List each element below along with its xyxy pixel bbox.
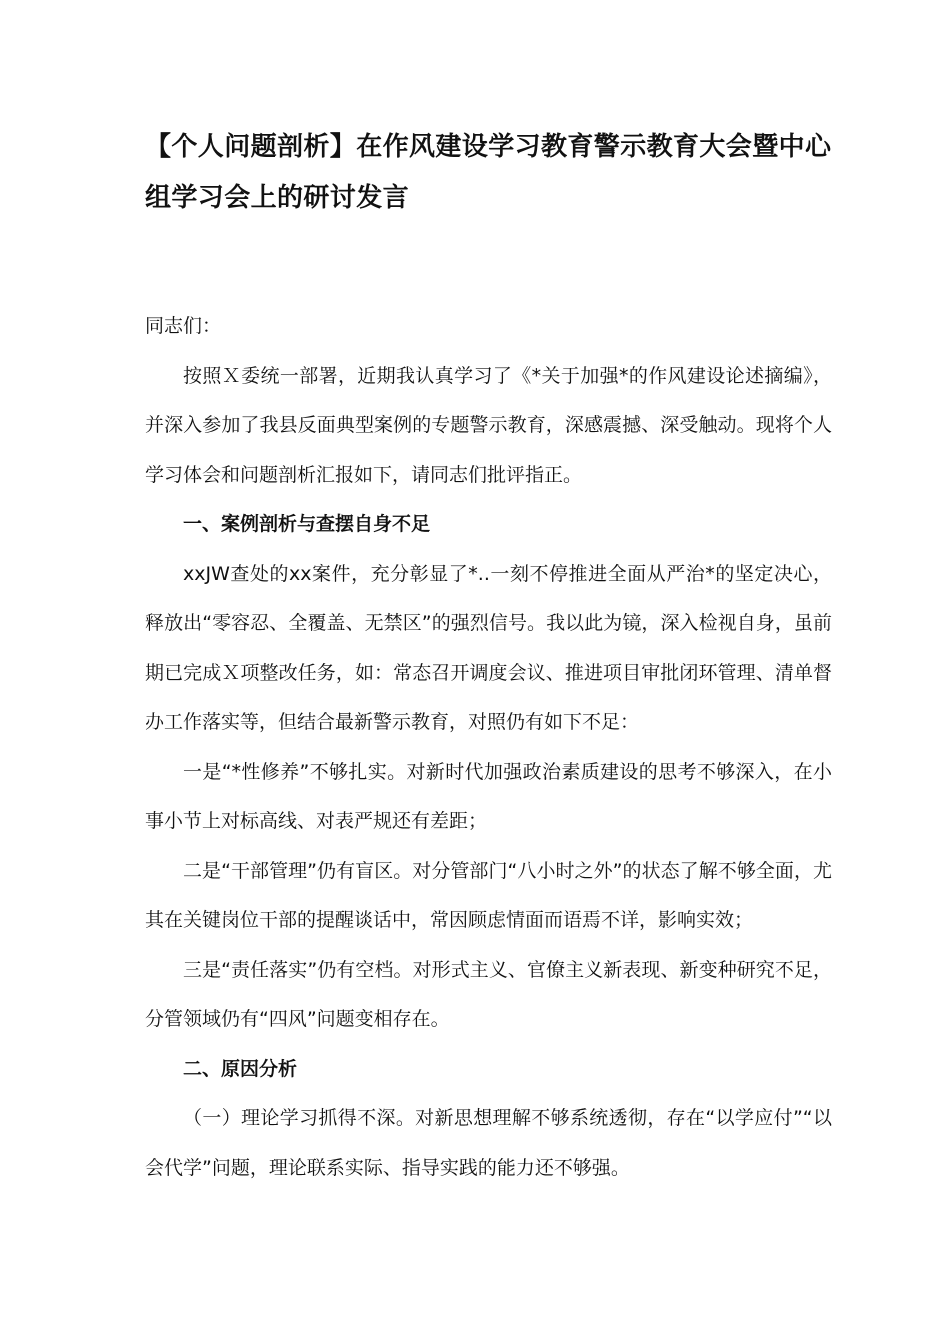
section1-paragraph-1: xxJW查处的xx案件，充分彰显了*..一刻不停推进全面从严治*的坚定决心，释放出“零容忍、全覆盖、无禁区”的强烈信号。我以此为镜，深入检视自身，虽前期已完成Ｘ项整改任务，如：常态召开调度会议、推进项目审批闭环管理、清单督办工作落实等，但结合最新警示教育，对照仍有如下不足： <box>145 562 832 733</box>
document-title: 【个人问题剖析】在作风建设学习教育警示教育大会暨中心组学习会上的研讨发言 <box>145 132 832 213</box>
section-heading-1: 一、案例剖析与查摆自身不足 <box>183 513 431 535</box>
section2-paragraph-1: （一）理论学习抓得不深。对新思想理解不够系统透彻，存在“以学应付”“以会代学”问题，理论联系实际、指导实践的能力还不够强。 <box>145 1107 832 1179</box>
salutation: 同志们： <box>145 315 222 337</box>
intro-paragraph: 按照Ｘ委统一部署，近期我认真学习了《*关于加强*的作风建设论述摘编》，并深入参加了我县反面典型案例的专题警示教育，深感震撼、深受触动。现将个人学习体会和问题剖析汇报如下，请同志们批评指正。 <box>145 364 832 486</box>
section1-paragraph-3: 二是“干部管理”仍有盲区。对分管部门“八小时之外”的状态了解不够全面，尤其在关键岗位干部的提醒谈话中，常因顾虑情面而语焉不详，影响实效； <box>145 859 832 931</box>
section-heading-2: 二、原因分析 <box>183 1057 298 1080</box>
section1-paragraph-4: 三是“责任落实”仍有空档。对形式主义、官僚主义新表现、新变种研究不足，分管领域仍有“四风”问题变相存在。 <box>145 958 832 1030</box>
section1-paragraph-2: 一是“*性修养”不够扎实。对新时代加强政治素质建设的思考不够深入，在小事小节上对标高线、对表严规还有差距； <box>145 760 832 832</box>
